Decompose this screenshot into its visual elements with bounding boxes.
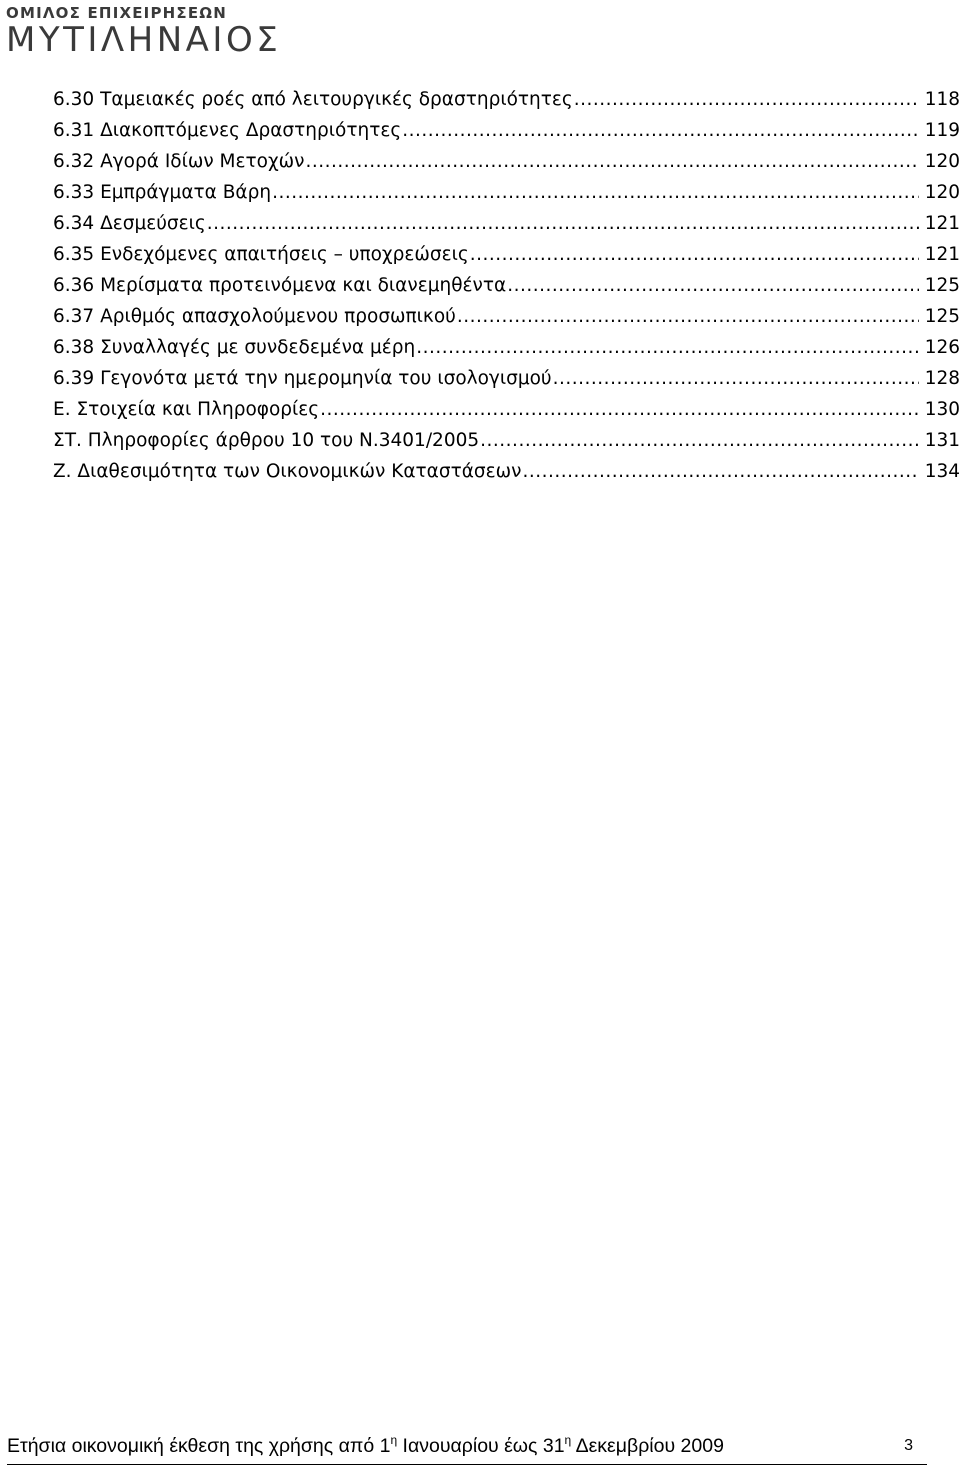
toc-dot-leader bbox=[479, 425, 919, 456]
toc-entry-page: 134 bbox=[924, 461, 960, 482]
toc-entry[interactable] bbox=[53, 146, 960, 177]
toc-dot-leader bbox=[304, 146, 918, 177]
toc-entry[interactable] bbox=[53, 425, 960, 456]
logo-group-text: ΟΜΙΛΟΣ ΕΠΙΧΕΙΡΗΣΕΩΝ bbox=[6, 4, 228, 22]
toc-entry-label: 6.38 Συναλλαγές με συνδεδεμένα μέρη bbox=[53, 337, 416, 358]
toc-entry-label: 6.37 Αριθμός απασχολούμενου προσωπικού bbox=[53, 306, 456, 327]
page-number: 3 bbox=[904, 1437, 913, 1454]
toc-entry-label: 6.32 Αγορά Ιδίων Μετοχών bbox=[53, 151, 305, 172]
toc-dot-leader bbox=[521, 456, 918, 487]
toc-dot-leader bbox=[456, 301, 919, 332]
toc-dot-leader bbox=[319, 394, 919, 425]
toc-entry-page: 118 bbox=[924, 89, 960, 110]
toc-entry-page: 125 bbox=[924, 275, 960, 296]
toc-entry-label: 6.33 Εμπράγματα Βάρη bbox=[53, 182, 272, 203]
toc-dot-leader bbox=[401, 115, 918, 146]
toc-entry-label: Ζ. Διαθεσιμότητα των Οικονομικών Καταστάσεων bbox=[53, 461, 522, 482]
toc-dot-leader bbox=[573, 84, 919, 115]
company-logo bbox=[6, 4, 332, 60]
toc-entry-label: 6.35 Ενδεχόμενες απαιτήσεις – υποχρεώσεις bbox=[53, 244, 469, 265]
toc-entry-page: 121 bbox=[924, 213, 960, 234]
toc-dot-leader bbox=[552, 363, 919, 394]
toc-dot-leader bbox=[206, 208, 919, 239]
footer-ordinal-sup: η bbox=[390, 1433, 398, 1447]
toc-entry-label: 6.31 Διακοπτόμενες Δραστηριότητες bbox=[53, 120, 402, 141]
toc-entry-page: 119 bbox=[924, 120, 960, 141]
toc-entry-page: 121 bbox=[924, 244, 960, 265]
toc-entry-page: 125 bbox=[924, 306, 960, 327]
toc-entry-page: 130 bbox=[924, 399, 960, 420]
toc-entry[interactable] bbox=[53, 177, 960, 208]
footer-title-part: Δεκεμβρίου 2009 bbox=[571, 1435, 724, 1457]
toc-entry-page: 128 bbox=[924, 368, 960, 389]
toc-entry[interactable] bbox=[53, 84, 960, 115]
toc-entry[interactable] bbox=[53, 270, 960, 301]
toc-entry-label: Ε. Στοιχεία και Πληροφορίες bbox=[53, 399, 320, 420]
logo-brand-text: ΜΥΤΙΛΗΝΑΙΟΣ bbox=[6, 20, 282, 60]
footer-report-title bbox=[7, 1428, 724, 1464]
toc-dot-leader bbox=[271, 177, 919, 208]
toc-entry[interactable] bbox=[53, 115, 960, 146]
toc-entry-page: 131 bbox=[924, 430, 960, 451]
toc-entry-label: ΣΤ. Πληροφορίες άρθρου 10 του Ν.3401/2005 bbox=[53, 430, 480, 451]
toc-dot-leader bbox=[469, 239, 919, 270]
toc-dot-leader bbox=[415, 332, 918, 363]
footer-title-part: Ετήσια οικονομική έκθεση της χρήσης από 1 bbox=[7, 1435, 391, 1457]
toc-entry[interactable] bbox=[53, 208, 960, 239]
toc-entry[interactable] bbox=[53, 301, 960, 332]
toc-entry-page: 120 bbox=[924, 151, 960, 172]
toc-entry-page: 120 bbox=[924, 182, 960, 203]
toc-entry-label: 6.39 Γεγονότα μετά την ημερομηνία του ισολογισμού bbox=[53, 368, 552, 389]
toc-entry-label: 6.30 Ταμειακές ροές από λειτουργικές δραστηριότητες bbox=[53, 89, 573, 110]
toc-entry[interactable] bbox=[53, 456, 960, 487]
toc-dot-leader bbox=[506, 270, 918, 301]
footer-ordinal-sup: η bbox=[564, 1433, 572, 1447]
toc-entry[interactable] bbox=[53, 394, 960, 425]
toc-entry-label: 6.34 Δεσμεύσεις bbox=[53, 213, 206, 234]
toc-entry[interactable] bbox=[53, 239, 960, 270]
toc-entry-page: 126 bbox=[924, 337, 960, 358]
toc-entry[interactable] bbox=[53, 332, 960, 363]
footer-title-part: Ιανουαρίου έως 31 bbox=[397, 1435, 565, 1457]
page-footer bbox=[7, 1428, 927, 1465]
toc-entry-label: 6.36 Μερίσματα προτεινόμενα και διανεμηθέντα bbox=[53, 275, 507, 296]
table-of-contents bbox=[53, 84, 960, 487]
toc-entry[interactable] bbox=[53, 363, 960, 394]
